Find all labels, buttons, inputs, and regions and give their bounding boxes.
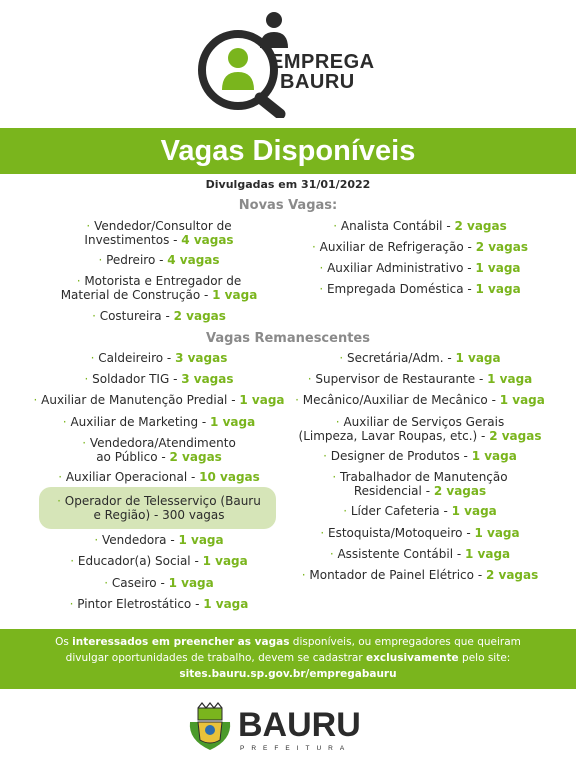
bullet-dot: · — [92, 309, 100, 323]
vacancy-title: Analista Contábil — [340, 219, 443, 233]
vacancy-item: · Auxiliar Administrativo - 1 vaga — [319, 261, 521, 275]
vacancy-qty: 1 vaga — [455, 351, 501, 365]
vacancy-qty: 1 vaga — [499, 393, 545, 407]
vacancy-item: · Auxiliar de Manutenção Predial - 1 vaga — [33, 393, 285, 407]
footer-url-link[interactable]: sites.bauru.sp.gov.br/empregabauru — [179, 668, 397, 680]
footer-text — [20, 634, 556, 682]
vacancy-item: · Auxiliar de Serviços Gerais (Limpeza, Lavar Roupas, etc.) - 2 vagas — [298, 415, 542, 443]
bullet-dot: · — [312, 240, 320, 254]
vacancy-qty: 4 vagas — [181, 233, 234, 247]
vacancy-title: Auxiliar de Manutenção Predial — [41, 393, 228, 407]
vacancy-item: · Vendedora - 1 vaga — [94, 533, 224, 547]
bullet-dot: · — [295, 393, 303, 407]
vacancy-title-2: (Limpeza, Lavar Roupas, etc.) — [298, 429, 478, 443]
footer-text-3: divulgar oportunidades de trabalho, devem se cadastrar — [65, 652, 367, 664]
vacancy-item: · Caldeireiro - 3 vagas — [90, 351, 228, 365]
vacancy-item: · Estoquista/Motoqueiro - 1 vaga — [320, 526, 520, 540]
bullet-dot: · — [33, 393, 42, 407]
vacancy-qty: 1 vaga — [474, 526, 520, 540]
vacancy-qty: 10 vagas — [199, 470, 260, 484]
vacancy-qty: 1 vaga — [471, 449, 517, 463]
vacancy-qty: 1 vaga — [178, 533, 224, 547]
vacancy-title: Montador de Painel Elétrico — [309, 568, 474, 582]
footer-bold-1: interessados em preencher as vagas — [72, 636, 290, 648]
vacancy-item: · Supervisor de Restaurante - 1 vaga — [307, 372, 533, 386]
vacancy-item: · Pintor Eletrostático - 1 vaga — [69, 597, 249, 611]
vacancy-qty: 2 vagas — [489, 429, 542, 443]
vacancy-item: · Motorista e Entregador de Material de Construção - 1 vaga — [60, 274, 258, 302]
vacancy-item: · Mecânico/Auxiliar de Mecânico - 1 vaga — [295, 393, 545, 407]
logo-line2: BAURU — [280, 71, 355, 93]
vacancy-qty: 2 vagas — [475, 240, 528, 254]
vacancy-title: Soldador TIG — [92, 372, 170, 386]
bullet-dot: · — [301, 568, 310, 582]
vacancy-title: Empregada Doméstica — [326, 282, 464, 296]
vacancy-title: Vendedor/Consultor de — [94, 219, 232, 233]
vacancy-title: Auxiliar de Marketing — [70, 415, 199, 429]
prefeitura-name: BAURU — [238, 706, 361, 744]
vacancy-item: · Caseiro - 1 vaga — [104, 576, 214, 590]
footer-text-4: pelo site: — [458, 652, 511, 664]
vacancy-qty: 2 vagas — [454, 219, 507, 233]
vacancy-title: Estoquista/Motoqueiro — [328, 526, 463, 540]
vacancy-item — [9, 494, 309, 522]
vacancy-item: · Trabalhador de Manutenção Residencial - 2 vagas — [332, 470, 508, 498]
vacancy-qty: 1 vaga — [475, 261, 521, 275]
vacancy-item: · Empregada Doméstica - 1 vaga — [319, 282, 521, 296]
coat-of-arms-icon — [190, 703, 230, 750]
bullet-dot: · — [329, 547, 338, 561]
vacancy-title: Educador(a) Social — [77, 554, 191, 568]
bullet-dot: · — [339, 351, 348, 365]
bullet-dot: · — [69, 597, 78, 611]
vacancy-qty: 1 vaga — [203, 597, 249, 611]
bullet-dot: · — [104, 576, 112, 590]
bullet-dot: · — [57, 494, 65, 508]
vacancy-title: Auxiliar de Serviços Gerais — [343, 415, 505, 429]
vacancy-title: Vendedora — [102, 533, 167, 547]
bullet-dot: · — [86, 219, 95, 233]
vacancy-qty: 2 vagas — [173, 309, 226, 323]
vacancy-item: · Vendedor/Consultor de Investimentos - 4 vagas — [84, 219, 234, 247]
vacancy-title-2: Residencial — [353, 484, 422, 498]
vacancy-title-2: Investimentos — [84, 233, 170, 247]
vacancy-title-2: e Região) - 300 vagas — [93, 508, 225, 522]
footer-text-1: Os — [55, 636, 73, 648]
vacancy-item: · Montador de Painel Elétrico - 2 vagas — [301, 568, 539, 582]
vacancy-qty: 1 vaga — [451, 504, 497, 518]
vacancy-item: · Secretária/Adm. - 1 vaga — [339, 351, 501, 365]
bullet-dot: · — [76, 274, 85, 288]
vacancy-qty: 1 vaga — [212, 288, 258, 302]
vacancy-item: · Pedreiro - 4 vagas — [98, 253, 220, 267]
bullet-dot: · — [58, 470, 66, 484]
bullet-dot: · — [62, 415, 71, 429]
logo-text — [270, 52, 375, 92]
prefeitura-sub: PREFEITURA — [240, 745, 352, 752]
vacancy-qty: 1 vaga — [475, 282, 521, 296]
vacancy-title: Motorista e Entregador de — [84, 274, 242, 288]
vacancy-title: Mecânico/Auxiliar de Mecânico — [302, 393, 488, 407]
vacancy-item: · Analista Contábil - 2 vagas — [333, 219, 507, 233]
vacancy-title: Secretária/Adm. — [347, 351, 444, 365]
vacancy-title-2: ao Público — [96, 450, 158, 464]
bullet-dot: · — [332, 470, 341, 484]
vacancy-item: · Soldador TIG - 3 vagas — [84, 372, 234, 386]
vacancy-qty: 1 vaga — [168, 576, 214, 590]
bullet-dot: · — [94, 533, 102, 547]
bullet-dot: · — [307, 372, 316, 386]
vacancy-qty: 3 vagas — [175, 351, 228, 365]
bullet-dot: · — [320, 526, 329, 540]
vacancy-title: Auxiliar de Refrigeração — [319, 240, 464, 254]
vacancy-title: Pedreiro — [106, 253, 156, 267]
vacancy-title: Assistente Contábil — [337, 547, 454, 561]
logo-line1: EMPREGA — [270, 51, 375, 73]
vacancy-item: · Designer de Produtos - 1 vaga — [323, 449, 517, 463]
bullet-dot: · — [319, 282, 327, 296]
new-vacancies-heading: Novas Vagas: — [238, 198, 338, 213]
vacancy-title: Auxiliar Administrativo — [327, 261, 464, 275]
vacancy-title: Operador de Telesserviço (Bauru — [64, 494, 261, 508]
bullet-dot: · — [319, 261, 328, 275]
remaining-vacancies-heading: Vagas Remanescentes — [206, 331, 370, 346]
vacancy-qty: 2 vagas — [433, 484, 487, 498]
vacancy-title: Caseiro — [111, 576, 157, 590]
vacancy-item: · Auxiliar de Refrigeração - 2 vagas — [312, 240, 528, 254]
vacancy-qty: 1 vaga — [239, 393, 285, 407]
bullet-dot: · — [343, 504, 351, 518]
footer-bold-2: exclusivamente — [366, 652, 459, 664]
prefeitura-logo — [186, 700, 396, 755]
vacancy-title-2: Material de Construção — [60, 288, 201, 302]
bullet-dot: · — [84, 372, 93, 386]
vacancy-title: Costureira — [99, 309, 162, 323]
vacancy-title: Líder Cafeteria — [350, 504, 440, 518]
vacancy-qty: 1 vaga — [202, 554, 248, 568]
bullet-dot: · — [98, 253, 107, 267]
vacancy-title: Caldeireiro — [98, 351, 164, 365]
footer-text-2: disponíveis, ou empregadores que queiram — [289, 636, 521, 648]
vacancy-item: · Líder Cafeteria - 1 vaga — [343, 504, 497, 518]
vacancy-qty: 2 vagas — [169, 450, 222, 464]
vacancy-qty: 1 vaga — [465, 547, 511, 561]
vacancy-qty: 2 vagas — [485, 568, 539, 582]
vacancy-item: · Vendedora/Atendimento ao Público - 2 vagas — [82, 436, 236, 464]
vacancy-title: Vendedora/Atendimento — [89, 436, 236, 450]
vacancy-item: · Auxiliar Operacional - 10 vagas — [58, 470, 260, 484]
page-title: Vagas Disponíveis — [160, 135, 416, 167]
vacancy-item: · Costureira - 2 vagas — [92, 309, 226, 323]
bullet-dot: · — [335, 415, 344, 429]
bullet-dot: · — [90, 351, 99, 365]
vacancy-qty: 1 vaga — [487, 372, 533, 386]
vacancy-item: · Educador(a) Social - 1 vaga — [70, 554, 248, 568]
vacancy-title: Designer de Produtos — [330, 449, 460, 463]
vacancy-title: Supervisor de Restaurante — [315, 372, 476, 386]
bullet-dot: · — [333, 219, 341, 233]
bullet-dot: · — [70, 554, 78, 568]
vacancy-item: · Assistente Contábil - 1 vaga — [329, 547, 511, 561]
vacancy-item: · Auxiliar de Marketing - 1 vaga — [62, 415, 256, 429]
vacancy-title: Pintor Eletrostático — [77, 597, 192, 611]
vacancy-qty: 1 vaga — [210, 415, 256, 429]
vacancy-qty: 4 vagas — [167, 253, 220, 267]
bullet-dot: · — [323, 449, 331, 463]
vacancy-title: Trabalhador de Manutenção — [340, 470, 508, 484]
publish-date: Divulgadas em 31/01/2022 — [205, 178, 371, 191]
vacancy-qty: 3 vagas — [181, 372, 234, 386]
vacancy-title: Auxiliar Operacional — [65, 470, 188, 484]
bullet-dot: · — [82, 436, 90, 450]
